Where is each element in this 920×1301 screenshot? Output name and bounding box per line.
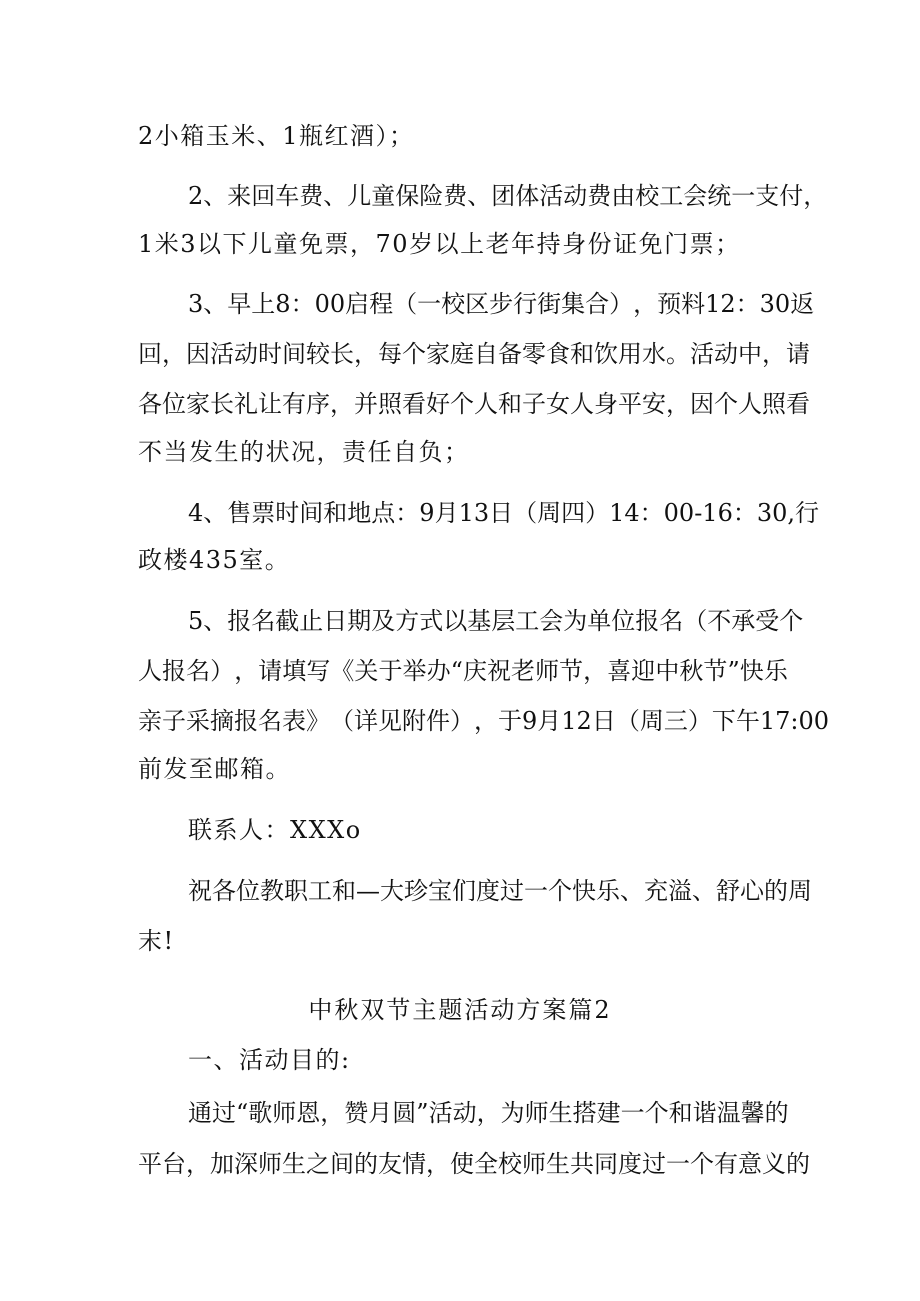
text-line: 2小箱玉米、1瓶红酒）； (138, 122, 415, 150)
section-heading: 一、活动目的: (188, 1046, 351, 1074)
text-line: 平 台 ， 加 深 师 生 之 间 的 友 情 ， 使 全 校 师 生 共 同 度 过 一 个 有 意 义 的 (138, 1150, 810, 1178)
text-line: 3 、 早 上 8 ： 00 启 程 （ 一 校 区 步 行 街 集 合 ） ， 预 料 12 ： 30 返 (188, 290, 815, 318)
text-line: 1米3以下儿童免票，70岁以上老年持身份证免门票； (138, 230, 741, 258)
text-line: 末! (138, 927, 175, 955)
contact-line: 联系人：XXXo (188, 816, 362, 844)
text-line: 通 过 “ 歌 师 恩 ， 赞 月 圆 ” 活 动 ， 为 师 生 搭 建 一 个 和 谐 温 馨 的 (188, 1099, 789, 1127)
text-line: 2 、 来 回 车 费 、 儿 童 保 险 费 、 团 体 活 动 费 由 校 工 会 统 一 支 付 ， (188, 182, 828, 210)
text-line: 各 位 家 长 礼 让 有 序 ， 并 照 看 好 个 人 和 子 女 人 身 平 安 ， 因 个 人 照 看 (138, 390, 810, 418)
text-line: 5 、 报 名 截 止 日 期 及 方 式 以 基 层 工 会 为 单 位 报 名 （ 不 承 受 个 (188, 607, 804, 635)
text-line: 政楼435室。 (138, 546, 291, 574)
text-line: 前发至邮箱。 (138, 755, 291, 783)
text-line: 回 ， 因 活 动 时 间 较 长 ， 每 个 家 庭 自 备 零 食 和 饮 用 水 。 活 动 中 ， 请 (138, 340, 810, 368)
text-line: 4 、 售 票 时 间 和 地 点 ： 9 月 13 日 （ 周 四 ） 14 ： 00-16 ： 30, 行 (188, 499, 820, 527)
text-line: 亲 子 采 摘 报 名 表 》 （ 详 见 附 件 ） ， 于 9 月 12 日 （ 周 三 ） 下 午 17:00 (138, 707, 829, 735)
text-line: 不当发生的状况，责任自负； (138, 438, 470, 466)
text-line: 人 报 名 ） ， 请 填 写 《 关 于 举 办 “ 庆 祝 老 师 节 ， 喜 迎 中 秋 节 ” 快 乐 (138, 657, 788, 685)
text-line: 祝 各 位 教 职 工 和 — 大 珍 宝 们 度 过 一 个 快 乐 、 充 溢 、 舒 心 的 周 (188, 877, 812, 905)
section-title: 中秋双节主题活动方案篇2 (308, 996, 612, 1024)
